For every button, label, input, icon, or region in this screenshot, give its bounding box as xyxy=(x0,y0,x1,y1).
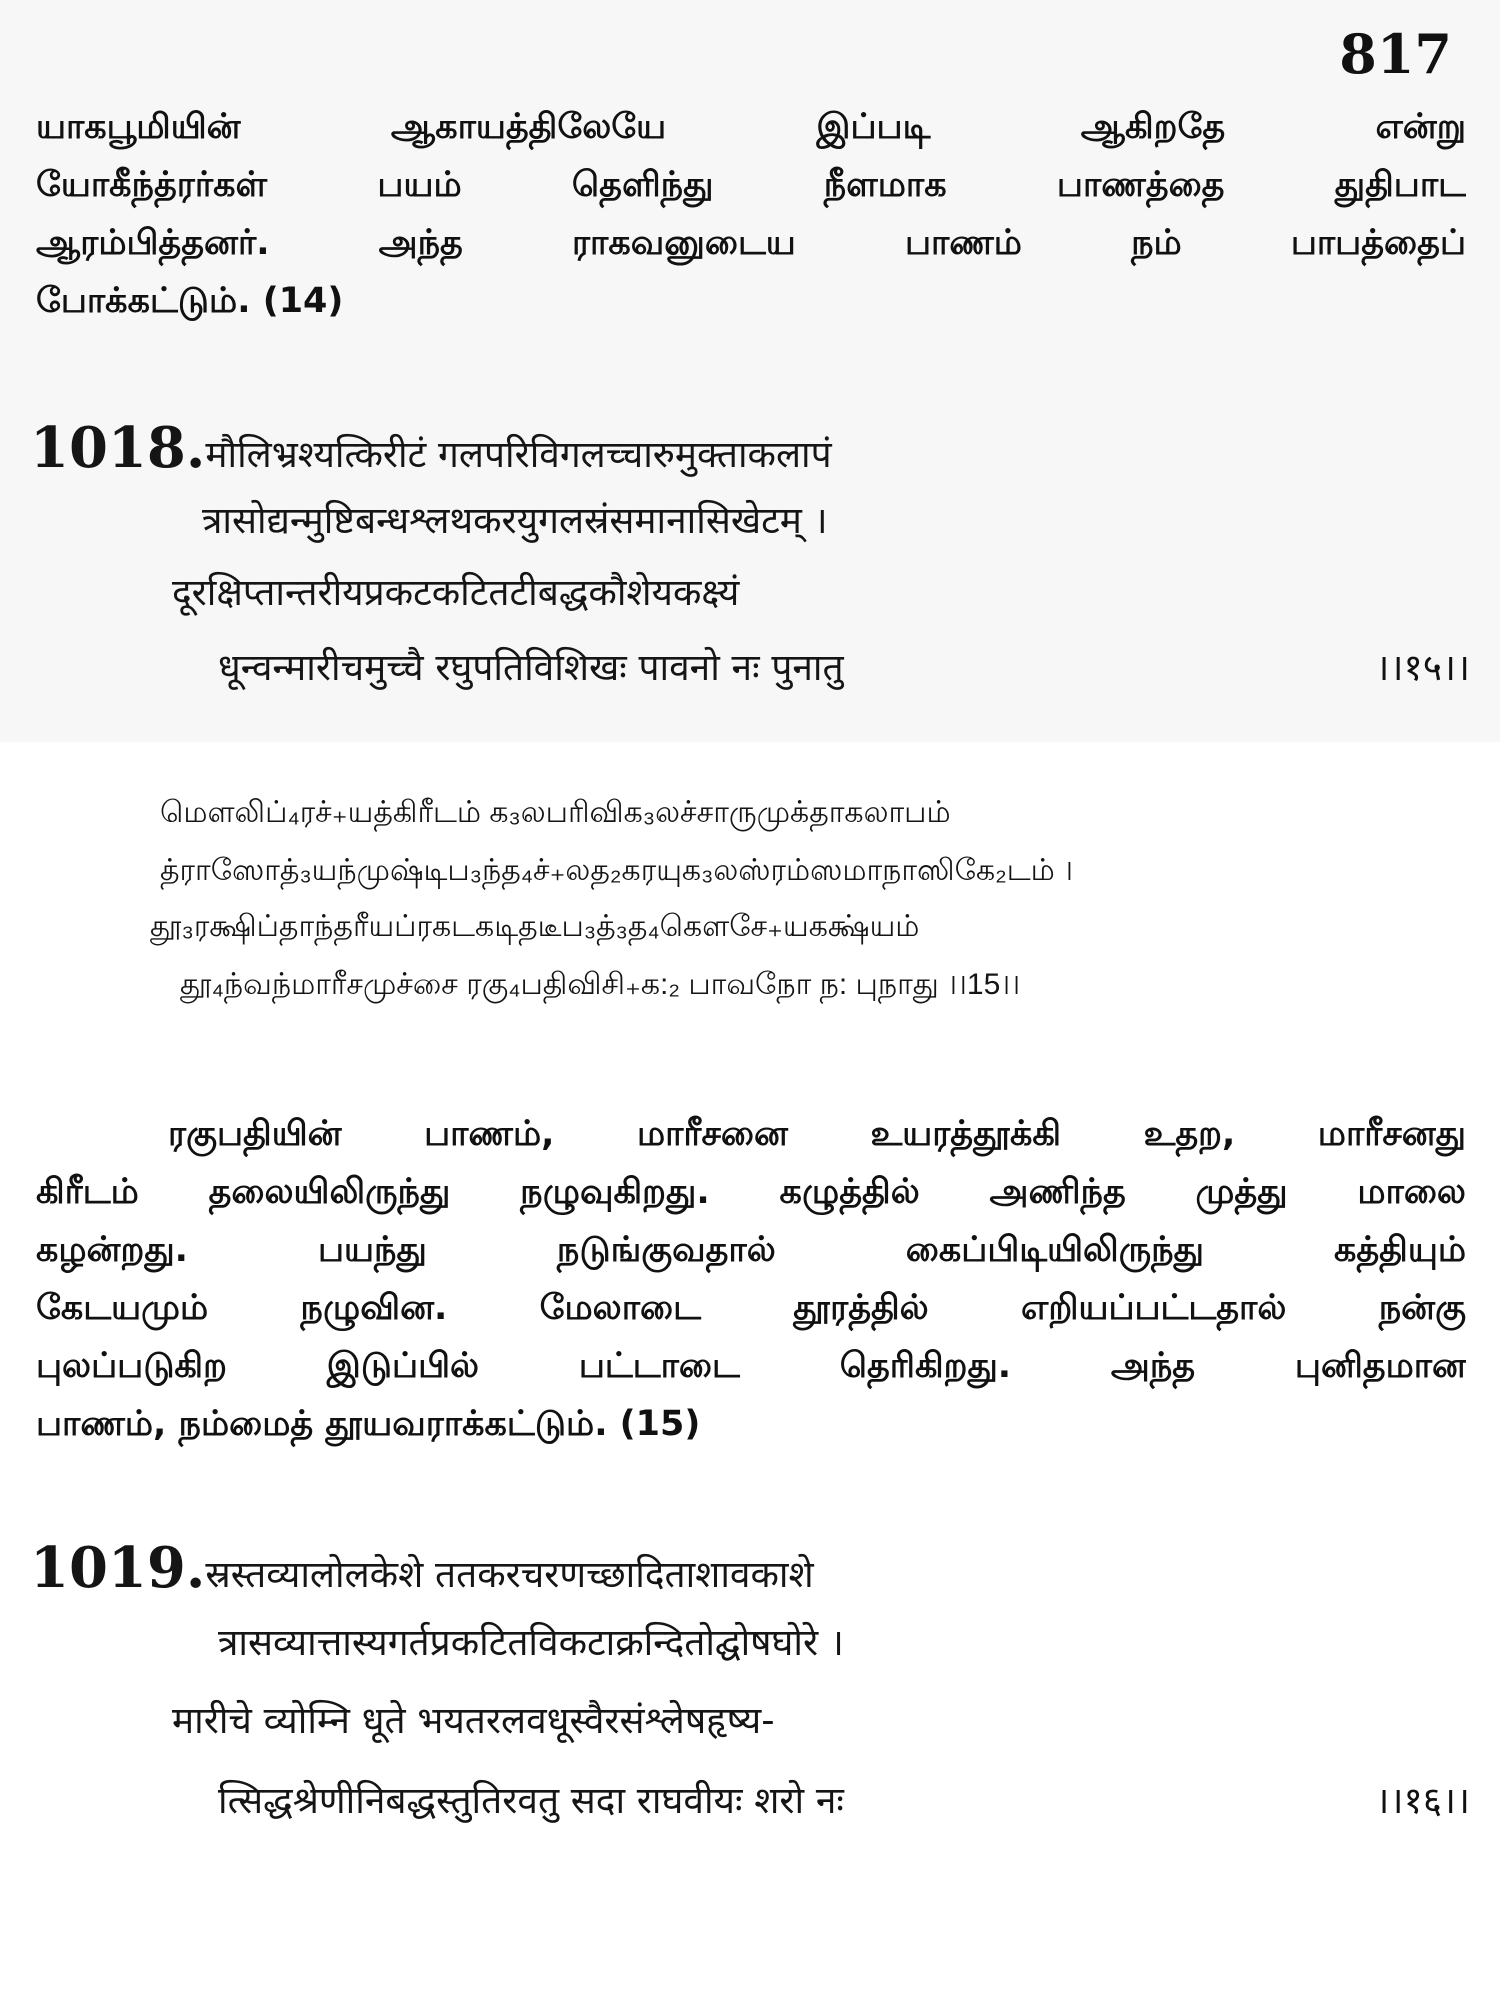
prose-line: கழன்றது. பயந்து நடுங்குவதால் கைப்பிடியிலிருந்து கத்தியும் xyxy=(36,1230,1466,1270)
translit-line: தூ₄ந்வந்மாரீசமுச்சை ரகு₄பதிவிசி₊க:₂ பாவநோ ந: புநாது ।।15।। xyxy=(180,968,1021,1001)
verse-line: त्रासव्यात्तास्यगर्तप्रकटितविकटाक्रन्दितोद्घोषघोरे । xyxy=(218,1621,844,1664)
prose-paragraph-14 xyxy=(36,98,1466,330)
prose-line: கிரீடம் தலையிலிருந்து நழுவுகிறது. கழுத்தில் அணிந்த முத்து மாலை xyxy=(36,1172,1466,1212)
verse-line: त्रासोद्यन्मुष्टिबन्धश्लथकरयुगलस्रंसमानासिखेटम् । xyxy=(202,499,828,542)
verse-line: धून्वन्मारीचमुच्चै रघुपतिविशिखः पावनो नः पुनातु xyxy=(218,646,844,689)
verse-1018 xyxy=(30,415,1470,715)
prose-line: புலப்படுகிற இடுப்பில் பட்டாடை தெரிகிறது. அந்த புனிதமான xyxy=(36,1346,1466,1386)
verse-line: दूरक्षिप्तान्तरीयप्रकटकटितटीबद्धकौशेयकक्ष्यं xyxy=(172,571,740,614)
prose-line: கேடயமும் நழுவின. மேலாடை தூரத்தில் எறியப்பட்டதால் நன்கு xyxy=(36,1288,1466,1328)
verse-number: 1018. xyxy=(30,415,206,481)
transliteration-1018 xyxy=(150,795,1410,1025)
prose-line: போக்கட்டும். (14) xyxy=(36,281,344,321)
verse-line xyxy=(30,415,832,481)
verse-number: 1019. xyxy=(30,1535,206,1601)
verse-line: मारीचे व्योम्नि धूते भयतरलवधूस्वैरसंश्लेषहृष्य- xyxy=(172,1699,775,1742)
verse-end-marker: ।।१५।। xyxy=(1375,646,1470,689)
prose-paragraph-15 xyxy=(36,1105,1466,1453)
verse-text: स्रस्तव्यालोलकेशे ततकरचरणच्छादिताशावकाशे xyxy=(205,1553,814,1596)
prose-line: ரகுபதியின் பாணம், மாரீசனை உயரத்தூக்கி உதற, மாரீசனது xyxy=(168,1114,1466,1154)
verse-text: मौलिभ्रश्यत्किरीटं गलपरिविगलच्चारुमुक्ताकलापं xyxy=(205,433,832,476)
prose-line: யாகபூமியின் ஆகாயத்திலேயே இப்படி ஆகிறதே என்று xyxy=(36,107,1466,147)
translit-line: த்ராஸோத்₃யந்முஷ்டிப₃ந்த₄ச்₊லத₂கரயுக₃லஸ்ரம்ஸமாநாஸிகே₂டம் । xyxy=(160,854,1074,887)
page-number: 817 xyxy=(1339,22,1452,86)
translit-line: மௌலிப்₄ரச்₊யத்கிரீடம் க₃லபரிவிக₃லச்சாருமுக்தாகலாபம் xyxy=(160,796,951,829)
prose-line: யோகீந்த்ரர்கள் பயம் தெளிந்து நீளமாக பாணத்தை துதிபாட xyxy=(36,165,1466,205)
prose-line: பாணம், நம்மைத் தூயவராக்கட்டும். (15) xyxy=(36,1404,701,1444)
verse-1019 xyxy=(30,1535,1470,1845)
verse-line xyxy=(30,1535,814,1601)
verse-line: त्सिद्धश्रेणीनिबद्धस्तुतिरवतु सदा राघवीयः शरो नः xyxy=(218,1779,844,1822)
prose-line: ஆரம்பித்தனர். அந்த ராகவனுடைய பாணம் நம் பாபத்தைப் xyxy=(36,223,1466,263)
translit-line: தூ₃ரக்ஷிப்தாந்தரீயப்ரகடகடிதடீப₃த்₃த₄கௌசே₊யகக்ஷ்யம் xyxy=(150,910,920,943)
verse-end-marker: ।।१६।। xyxy=(1375,1779,1470,1822)
